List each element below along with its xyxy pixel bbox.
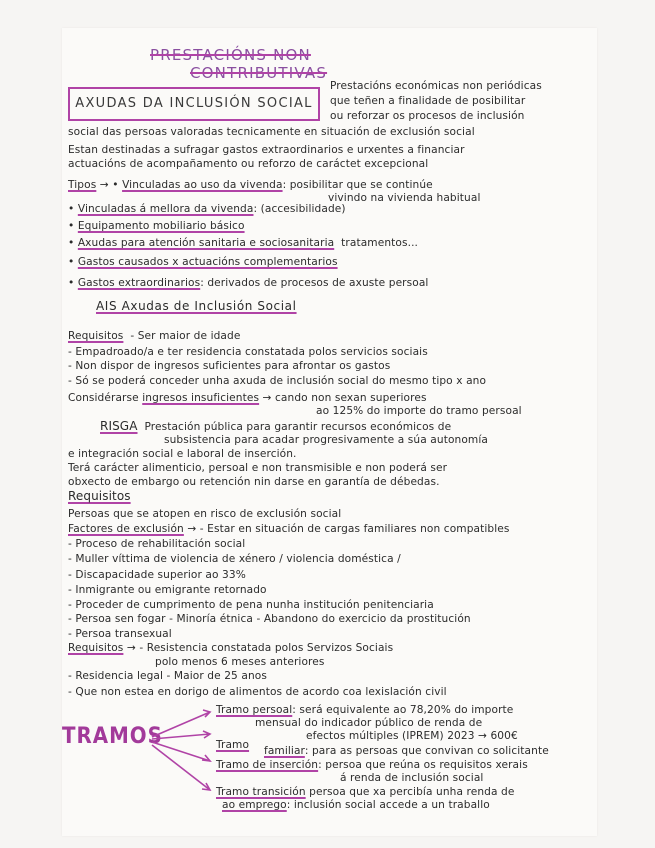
type-desc: : posibilitar que se continúe: [282, 179, 433, 191]
text-line: mensual do indicador público de renda de: [255, 717, 483, 729]
tramo-label: ao emprego: [222, 799, 287, 811]
text: → - Resistencia constatada polos Servizos Sociais: [123, 642, 394, 654]
tramo-label: Tramo de inserción: [216, 759, 319, 771]
text-line: - Proceder de cumprimento de pena nunha institución penitenciaria: [68, 599, 434, 611]
arrow-line: [152, 734, 210, 739]
text-line: vivindo na vivienda habitual: [328, 192, 481, 204]
tramo-line: [222, 799, 490, 812]
tramo-line: [216, 739, 249, 752]
section-heading-box: AXUDAS DA INCLUSIÓN SOCIAL: [68, 87, 320, 121]
tramo-label: Tramo transición: [216, 786, 306, 798]
text-line: Estan destinadas a sufragar gastos extraordinarios e urxentes a financiar: [68, 144, 465, 156]
text-line: - Que non estea en dorigo de alimentos de acordo coa lexislación civil: [68, 686, 447, 698]
type-item: Vinculadas ao uso da vivenda: [122, 179, 283, 191]
text: persoa que xa percibía unha renda de: [305, 786, 515, 798]
text-line: obxecto de embargo ou retención nin darse en garantía de débedas.: [68, 476, 440, 488]
type-item: Equipamento mobiliario básico: [77, 220, 245, 232]
type-item: Vinculadas á mellora da vivenda: [77, 203, 254, 215]
arrow: → •: [99, 179, 119, 191]
text: → - Estar en situación de cargas familiares non compatibles: [183, 523, 510, 535]
type-desc: tratamentos...: [341, 237, 419, 249]
text-line: Terá carácter alimenticio, persoal e non transmisible e non poderá ser: [68, 462, 448, 474]
text: → cando non sexan superiores: [259, 392, 427, 404]
text: : para as persoas que convivan co solicitante: [304, 745, 549, 757]
arrow-line: [152, 712, 210, 737]
requisites-label: Requisitos: [68, 330, 124, 342]
text: ingresos insuficientes: [142, 392, 260, 404]
bullet: •: [68, 237, 78, 249]
type-desc: : (accesibilidade): [253, 203, 346, 215]
tramo-line: [264, 745, 549, 758]
type-desc: : derivados de procesos de axuste persoal: [200, 277, 429, 289]
tramo-label: Tramo: [216, 739, 250, 751]
text: : inclusión social accede a un traballo: [286, 799, 490, 811]
tramo-label: Tramo persoal: [216, 704, 293, 716]
type-item: Gastos causados x actuacións complementarios: [77, 256, 338, 268]
requisites-label: Requisitos: [68, 642, 124, 654]
bullet: •: [68, 220, 78, 232]
text-line: social das persoas valoradas tecnicamente en situación de exclusión social: [68, 126, 475, 138]
bullet: •: [68, 256, 78, 268]
type-item: Gastos extraordinarios: [77, 277, 201, 289]
text: : persoa que reúna os requisitos xerais: [318, 759, 528, 771]
type-item: Axudas para atención sanitaria e sociosanitaria: [77, 237, 335, 249]
tramos-heading: TRAMOS: [62, 724, 163, 749]
text-line: ao 125% do importe do tramo persoal: [316, 405, 522, 417]
text-line: - Non dispor de ingresos suficientes para afrontar os gastos: [68, 360, 391, 372]
text-line: - Proceso de rehabilitación social: [68, 538, 246, 550]
page-title-line1: PRESTACIÓNS NON: [150, 46, 311, 64]
text: Prestación pública para garantir recursos económicos de: [144, 421, 452, 433]
text: Considérarse: [68, 392, 143, 404]
text-line: efectos múltiples (IPREM) 2023 → 600€: [306, 730, 518, 742]
text-line: actuacións de acompañamento ou reforzo de caráctet excepcional: [68, 158, 429, 170]
requisite: - Ser maior de idade: [130, 330, 241, 342]
text-line: - Só se poderá conceder unha axuda de inclusión social do mesmo tipo x ano: [68, 375, 487, 387]
text-line: - Empadroado/a e ter residencia constatada polos servicios sociais: [68, 346, 428, 358]
text-line: subsistencia para acadar progresivamente a súa autonomía: [164, 434, 488, 446]
ais-heading: AIS Axudas de Inclusión Social: [96, 299, 297, 313]
text-line: - Residencia legal - Maior de 25 anos: [68, 670, 267, 682]
text-line: - Persoa transexual: [68, 628, 172, 640]
text-line: que teñen a finalidade de posibilitar: [330, 95, 526, 107]
page-title-line2: CONTRIBUTIVAS: [190, 64, 328, 82]
text-line: - Muller víttima de violencia de xénero / violencia doméstica /: [68, 553, 401, 565]
text-line: - Discapacidade superior ao 33%: [68, 569, 246, 581]
factors-label: Factores de exclusión: [68, 523, 184, 535]
types-label: Tipos: [68, 179, 97, 191]
text-line: ou reforzar os procesos de inclusión: [330, 110, 525, 122]
tramo-line: [216, 759, 528, 772]
text-line: á renda de inclusión social: [340, 772, 484, 784]
text-line: - Persoa sen fogar - Minoría étnica - Abandono do exercicio da prostitución: [68, 613, 471, 625]
tramo-line: [216, 704, 513, 717]
text-line: - Inmigrante ou emigrante retornado: [68, 584, 267, 596]
text: : será equivalente ao 78,20% do importe: [292, 704, 514, 716]
text-line: Persoas que se atopen en risco de exclusión social: [68, 508, 342, 520]
bullet: •: [68, 203, 78, 215]
text-line: Prestacións económicas non periódicas: [330, 80, 542, 92]
bullet: •: [68, 277, 78, 289]
text-line: polo menos 6 meses anteriores: [155, 656, 325, 668]
text-line: e integración social e laboral de inserción.: [68, 448, 297, 460]
risga-heading: RISGA: [100, 419, 138, 433]
requisites-heading: Requisitos: [68, 489, 131, 503]
tramo-line: [216, 786, 515, 799]
tramo-label: familiar: [264, 745, 305, 757]
